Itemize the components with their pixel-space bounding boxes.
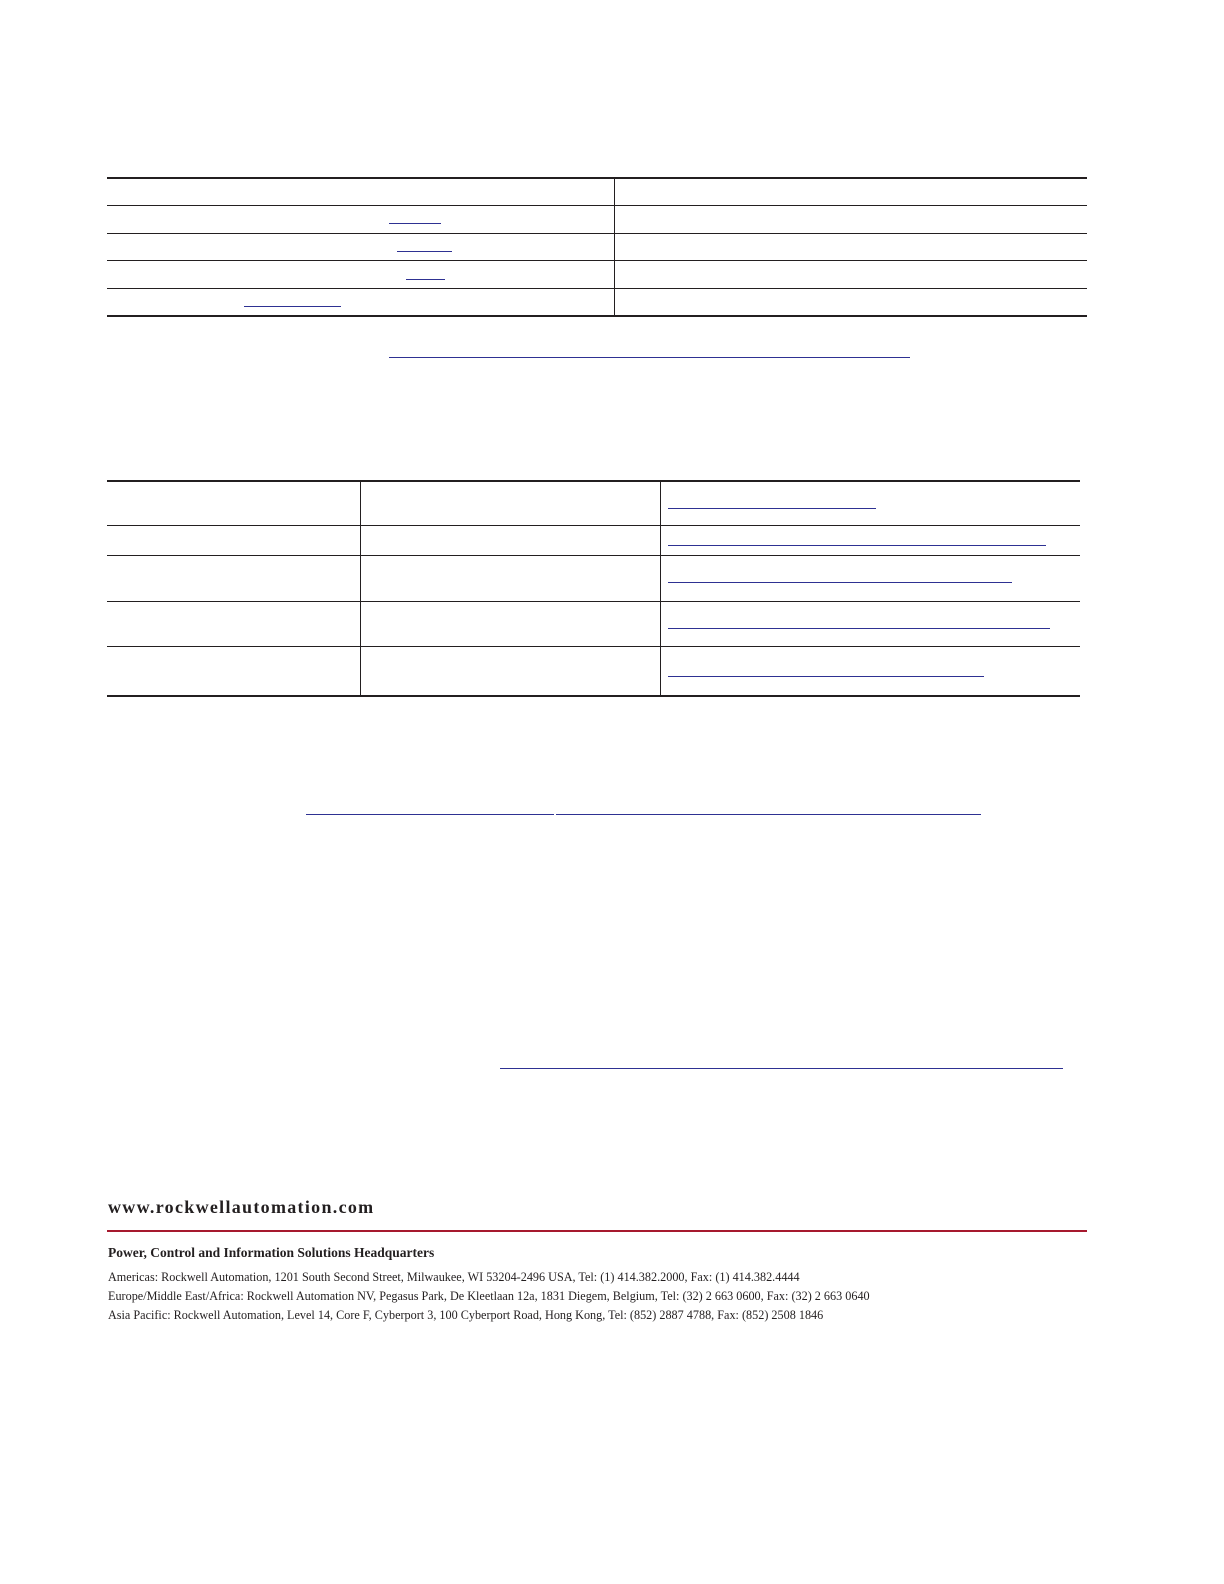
table-link[interactable] xyxy=(668,628,1050,629)
table-rule xyxy=(107,646,1080,647)
table-rule xyxy=(107,695,1080,697)
table-rule xyxy=(107,480,1080,482)
paragraph-link[interactable] xyxy=(556,814,981,815)
headquarters-title: Power, Control and Information Solutions Headquarters xyxy=(108,1245,435,1260)
address-emea: Europe/Middle East/Africa: Rockwell Automation NV, Pegasus Park, De Kleetlaan 12a, 1831 Diegem, Belgium, Tel: (32) 2 663 0600, Fax: (32) 2 663 0640 xyxy=(108,1289,870,1303)
table-rule xyxy=(107,205,1087,206)
table-link[interactable] xyxy=(668,676,984,677)
table-column-divider xyxy=(614,178,615,316)
table-rule xyxy=(107,177,1087,179)
table-link[interactable] xyxy=(668,508,876,509)
table-rule xyxy=(107,555,1080,556)
table-link[interactable] xyxy=(389,223,441,224)
table-link[interactable] xyxy=(244,306,341,307)
table-rule xyxy=(107,315,1087,317)
paragraph-link[interactable] xyxy=(500,1068,1063,1069)
paragraph-link[interactable] xyxy=(306,814,554,815)
table-column-divider xyxy=(360,481,361,696)
table-column-divider xyxy=(660,481,661,696)
paragraph-link[interactable] xyxy=(389,357,910,358)
website-link[interactable]: www.rockwellautomation.com xyxy=(108,1197,375,1217)
table-rule xyxy=(107,525,1080,526)
table-link[interactable] xyxy=(668,545,1046,546)
footer-divider xyxy=(107,1230,1087,1232)
address-americas: Americas: Rockwell Automation, 1201 South Second Street, Milwaukee, WI 53204-2496 USA, Tel: (1) 414.382.2000, Fax: (1) 414.382.4444 xyxy=(108,1270,800,1284)
table-rule xyxy=(107,260,1087,261)
table-rule xyxy=(107,601,1080,602)
address-asia-pacific: Asia Pacific: Rockwell Automation, Level 14, Core F, Cyberport 3, 100 Cyberport Road, Hong Kong, Tel: (852) 2887 4788, Fax: (852) 2508 1846 xyxy=(108,1308,824,1322)
table-rule xyxy=(107,288,1087,289)
table-link[interactable] xyxy=(397,251,452,252)
table-link[interactable] xyxy=(668,582,1012,583)
table-link[interactable] xyxy=(406,279,445,280)
table-rule xyxy=(107,233,1087,234)
